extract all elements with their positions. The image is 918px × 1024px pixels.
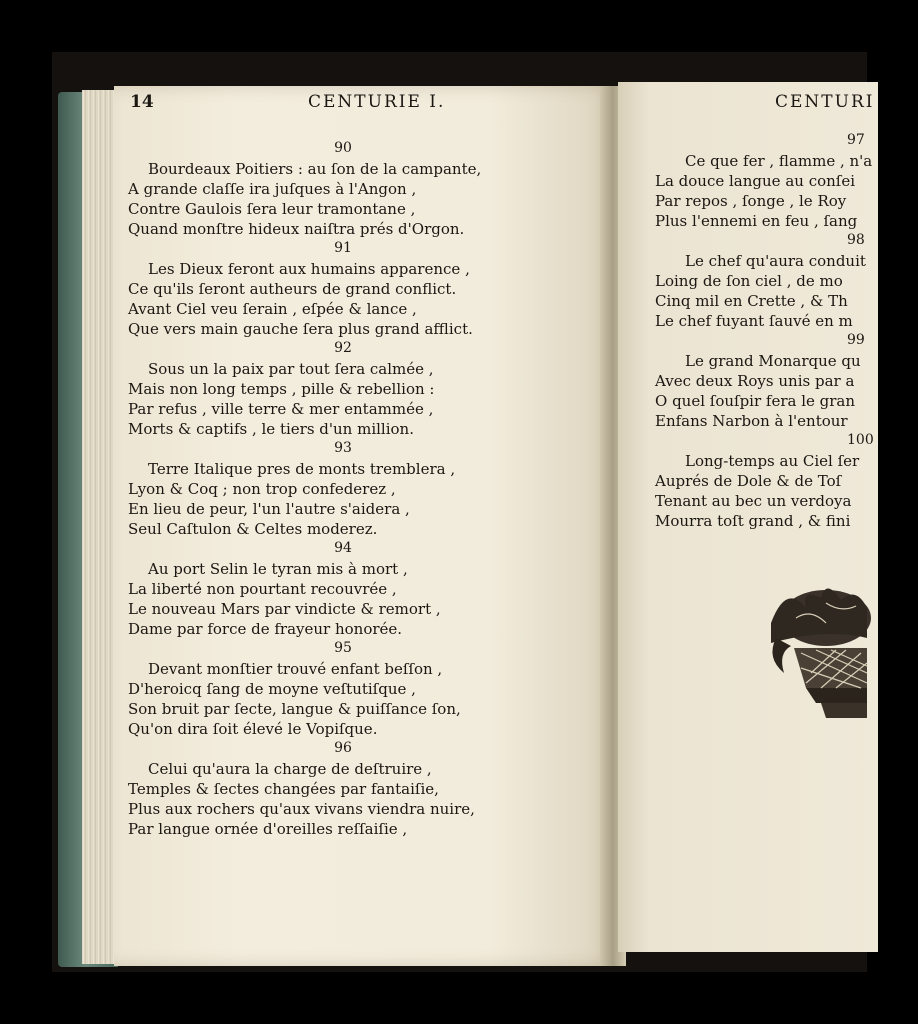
verse-line: Bourdeaux Poitiers : au ſon de la campante, bbox=[148, 160, 482, 178]
running-head-right: CENTURI bbox=[775, 92, 875, 112]
right-page-text bbox=[655, 92, 875, 532]
verse-line: Mourra toſt grand , & fini bbox=[655, 512, 851, 530]
verse-line: Sous un la paix par tout ſera calmée , bbox=[148, 360, 434, 378]
verse-line: Plus l'ennemi en feu , ſang bbox=[655, 212, 858, 230]
quatrain-number: 92 bbox=[334, 340, 352, 356]
verse-line: Mais non long temps , pille & rebellion : bbox=[128, 380, 435, 398]
verse-line: Terre Italique pres de monts tremblera , bbox=[148, 460, 456, 478]
running-header bbox=[128, 92, 568, 116]
quatrain-number: 98 bbox=[847, 232, 865, 248]
verse-line: Par langue ornée d'oreilles reſſaiſie , bbox=[128, 820, 408, 838]
verse-line: Ce qu'ils ſeront autheurs de grand conflict. bbox=[128, 280, 457, 298]
verse-line: Temples & ſectes changées par fantaiſie, bbox=[128, 780, 439, 798]
verse-line: Contre Gaulois ſera leur tramontane , bbox=[128, 200, 416, 218]
verse-line: Cinq mil en Crette , & Th bbox=[655, 292, 848, 310]
verse-line: Le grand Monarque qu bbox=[685, 352, 861, 370]
verse-line: O quel ſouſpir fera le gran bbox=[655, 392, 856, 410]
verse-line: Loing de ſon ciel , de mo bbox=[655, 272, 843, 290]
verse-line: Son bruit par ſecte, langue & puiſſance ſon, bbox=[128, 700, 461, 718]
verse-line: Le chef qu'aura conduit bbox=[685, 252, 866, 270]
verse-line: La liberté non pourtant recouvrée , bbox=[128, 580, 397, 598]
verse-line: Plus aux rochers qu'aux vivans viendra nuire, bbox=[128, 800, 475, 818]
verse-line: Avant Ciel veu ſerain , eſpée & lance , bbox=[128, 300, 417, 318]
quatrain-number: 94 bbox=[334, 540, 352, 556]
verse-line: Le chef fuyant ſauvé en m bbox=[655, 312, 853, 330]
quatrain-number: 99 bbox=[847, 332, 865, 348]
page-number: 14 bbox=[130, 92, 154, 112]
verse-line: Qu'on dira ſoit élevé le Vopiſque. bbox=[128, 720, 378, 738]
verse-line: Seul Caſtulon & Celtes moderez. bbox=[128, 520, 378, 538]
bleed-through bbox=[546, 205, 550, 220]
quatrain-number: 91 bbox=[334, 240, 352, 256]
verse-line: Le nouveau Mars par vindicte & remort , bbox=[128, 600, 441, 618]
verse-line: Long-temps au Ciel ſer bbox=[685, 452, 860, 470]
verse-line: Morts & captifs , le tiers d'un million. bbox=[128, 420, 414, 438]
verse-line: Auprés de Dole & de Toſ bbox=[655, 472, 842, 490]
verse-line: Devant monſtier trouvé enfant beſſon , bbox=[148, 660, 443, 678]
verse-line: Enfans Narbon à l'entour bbox=[655, 412, 848, 430]
verse-line: Quand monſtre hideux naiſtra prés d'Orgon. bbox=[128, 220, 465, 238]
verse-line: Par repos , ſonge , le Roy bbox=[655, 192, 847, 210]
verse-line: Que vers main gauche ſera plus grand afflict. bbox=[128, 320, 473, 338]
ornament-icon bbox=[766, 578, 867, 723]
quatrain-number: 97 bbox=[847, 132, 865, 148]
quatrain-number: 90 bbox=[334, 140, 352, 156]
verse-line: En lieu de peur, l'un l'autre s'aidera , bbox=[128, 500, 410, 518]
verse-line: D'heroicq ſang de moyne veſtutiſque , bbox=[128, 680, 416, 698]
verse-line: Celui qu'aura la charge de deſtruire , bbox=[148, 760, 432, 778]
quatrain-number: 95 bbox=[334, 640, 352, 656]
quatrain-number: 93 bbox=[334, 440, 352, 456]
verse-line: La douce langue au conſei bbox=[655, 172, 856, 190]
floral-basket-ornament bbox=[766, 578, 867, 723]
verse-line: Dame par force de frayeur honorée. bbox=[128, 620, 403, 638]
quatrain-number: 96 bbox=[334, 740, 352, 756]
verse-line: Lyon & Coq ; non trop confederez , bbox=[128, 480, 396, 498]
verse-line: Au port Selin le tyran mis à mort , bbox=[148, 560, 408, 578]
verse-line: Avec deux Roys unis par a bbox=[655, 372, 855, 390]
verse-line: A grande claſſe ira juſques à l'Angon , bbox=[128, 180, 417, 198]
quatrain-number: 100 bbox=[847, 432, 874, 448]
verse-line: Ce que fer , flamme , n'a bbox=[685, 152, 873, 170]
running-head: CENTURIE I. bbox=[308, 92, 446, 112]
verse-line: Tenant au bec un verdoya bbox=[655, 492, 852, 510]
verse-line: Par refus , ville terre & mer entammée , bbox=[128, 400, 434, 418]
verse-line: Les Dieux feront aux humains apparence , bbox=[148, 260, 470, 278]
